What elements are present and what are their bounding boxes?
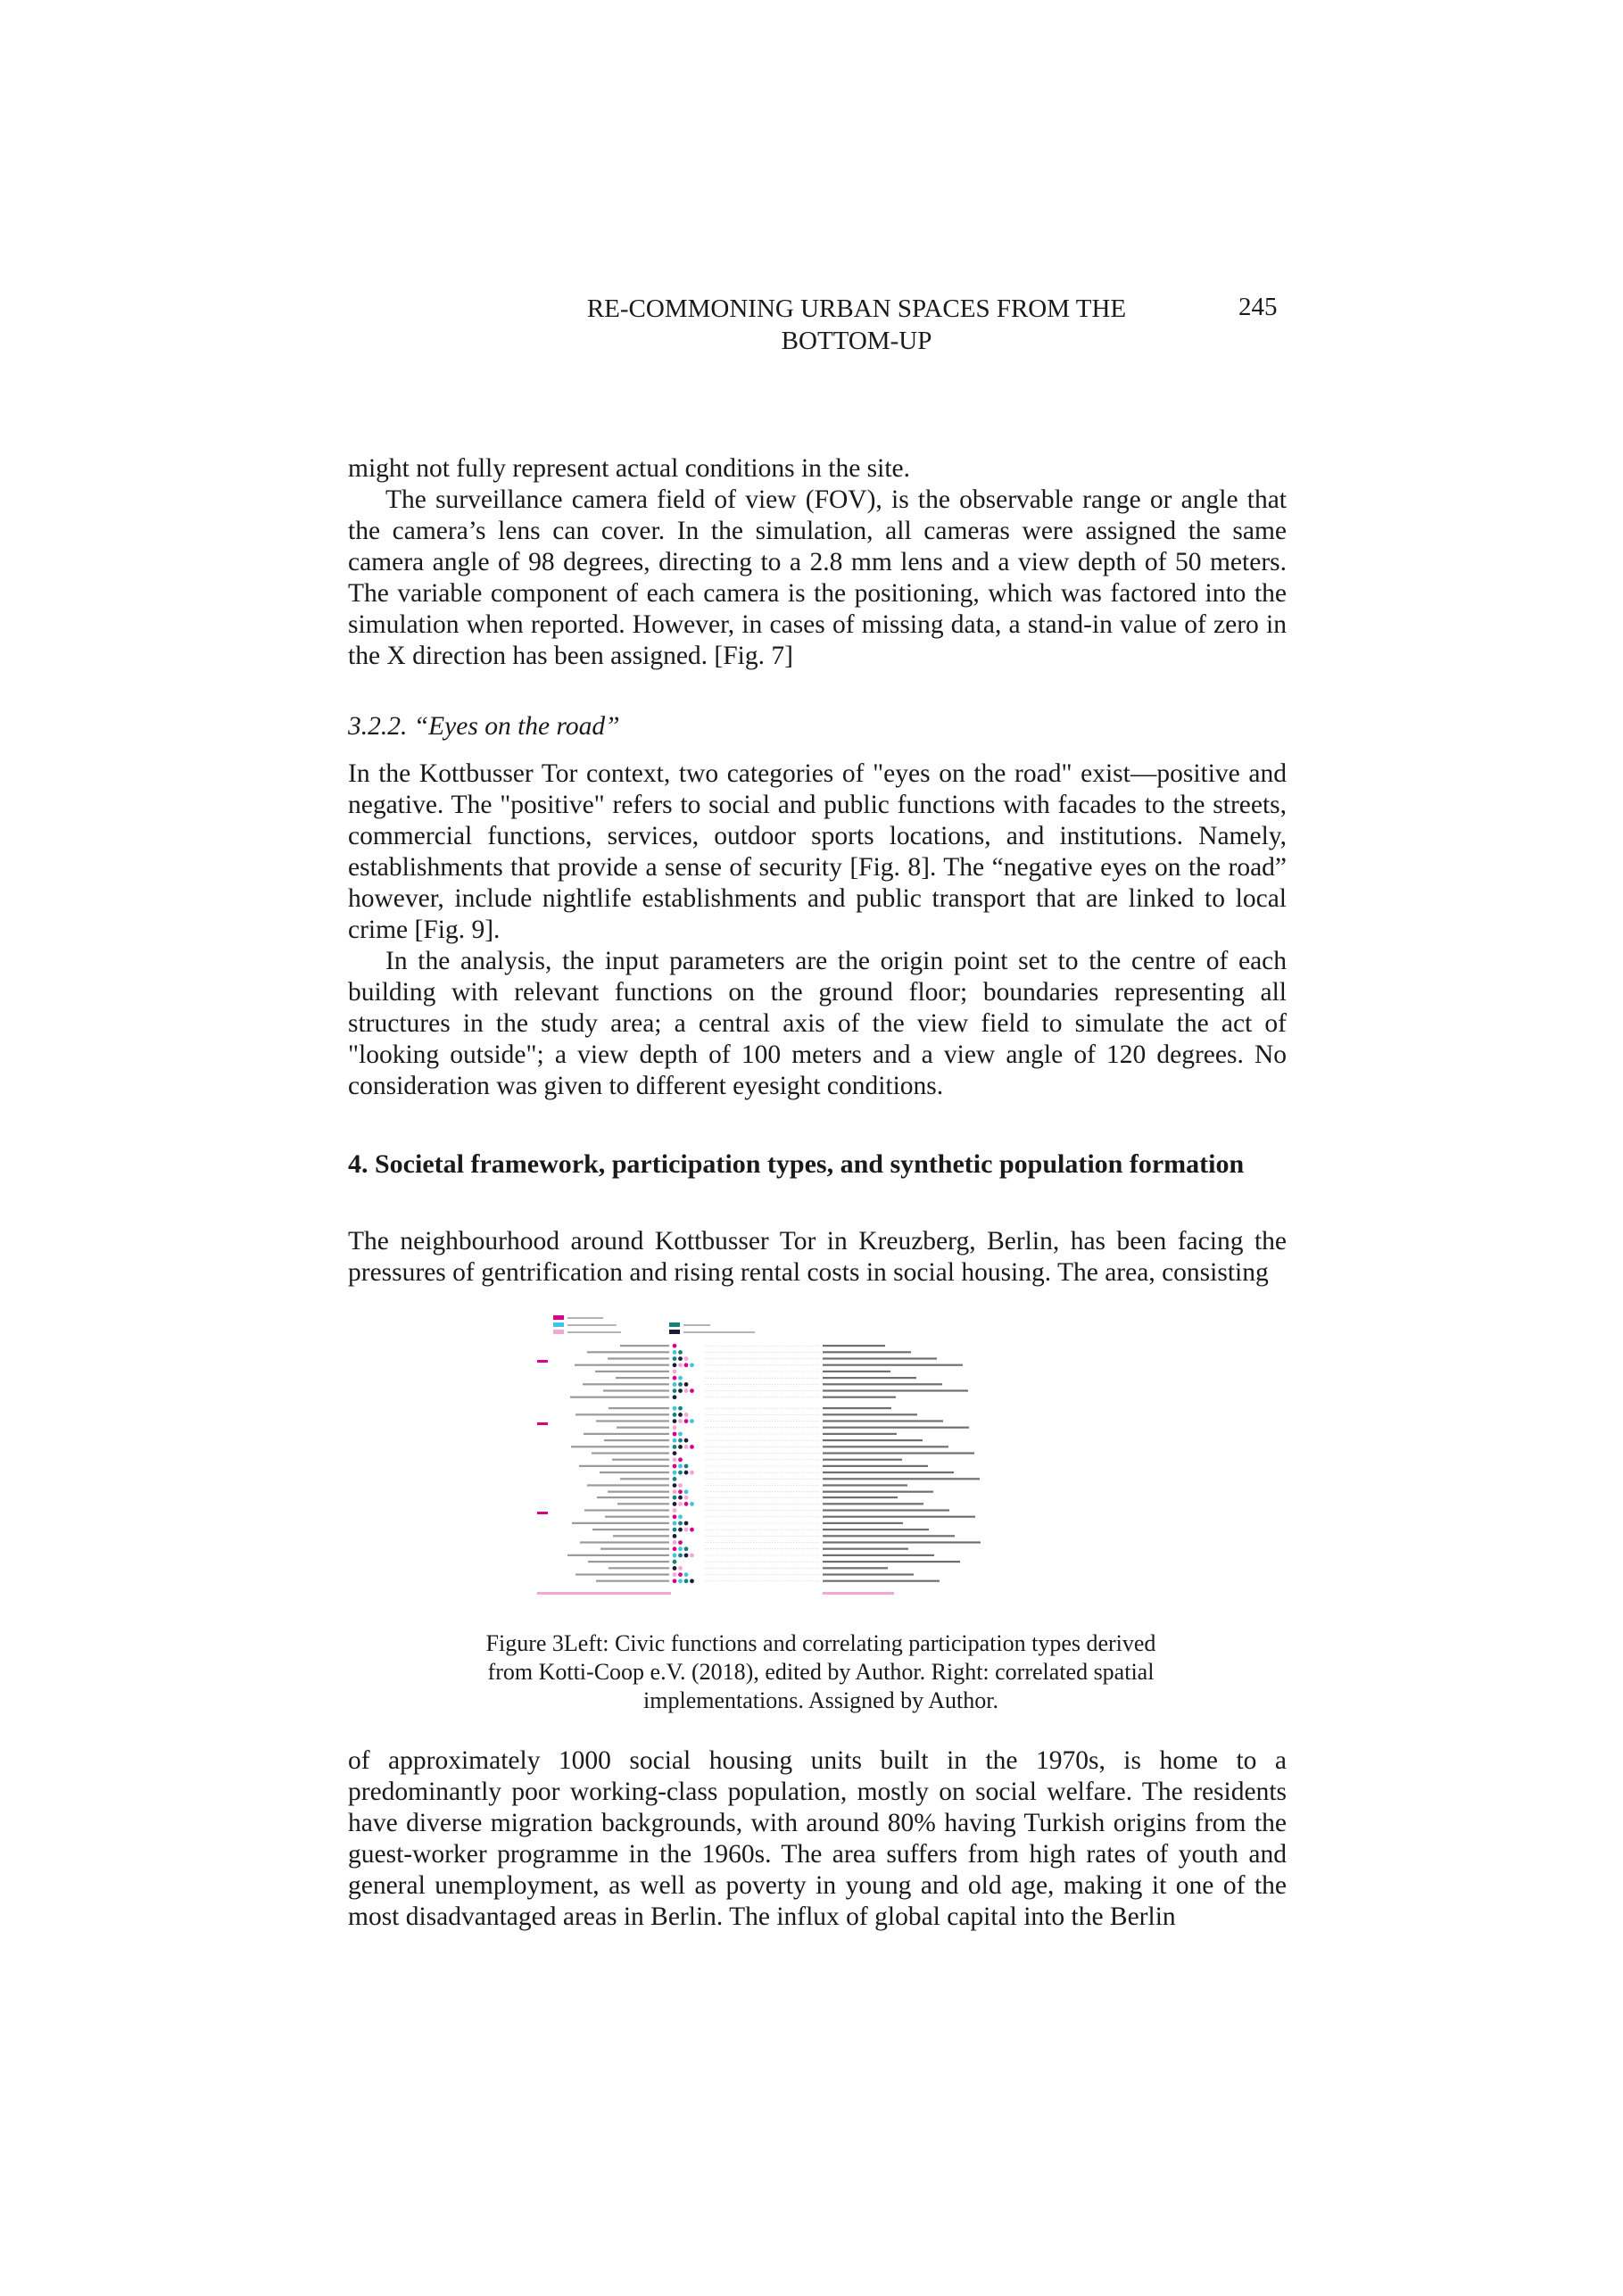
participation-dot — [678, 1382, 683, 1387]
participation-dot — [678, 1376, 683, 1380]
implementation-text-mark — [823, 1567, 888, 1569]
implementation-text-mark — [823, 1452, 974, 1454]
participation-dot — [684, 1419, 689, 1423]
participation-dot — [678, 1363, 683, 1367]
group-label-mark — [537, 1422, 548, 1425]
row-label-mark — [584, 1433, 669, 1435]
participation-dot — [678, 1502, 683, 1506]
participation-dot — [673, 1471, 677, 1475]
participation-dot — [684, 1579, 689, 1583]
figure-caption: Figure 3Left: Civic functions and correlating participation types derived from Kotti-Coop e.V. (2018), edited by Author. Right: correlated spatial implementations. Assigned by Author. — [485, 1630, 1156, 1713]
implementation-text-mark — [823, 1554, 934, 1556]
paragraph: of approximately 1000 social housing units built in the 1970s, is home to a predominantly poor working-class population, mostly on social welfare. The residents have diverse migration backgrounds, with around 80% having Turkish origins from the guest-worker programme in the 1960s. The area suffers from high rates of youth and general unemployment, as well as poverty in young and old age, making it one of the most disadvantaged areas in Berlin. The influx of global capital into the Berlin — [348, 1746, 1287, 1931]
participation-dot — [673, 1419, 677, 1423]
participation-dot — [678, 1432, 683, 1437]
participation-dot — [684, 1445, 689, 1449]
implementation-text-mark — [823, 1529, 929, 1530]
implementation-text-mark — [823, 1459, 902, 1461]
participation-dot — [678, 1572, 683, 1577]
participation-dot — [678, 1528, 683, 1532]
group-label-mark — [537, 1360, 548, 1363]
participation-dot — [678, 1457, 683, 1462]
legend-text-mark — [683, 1331, 755, 1333]
participation-dot — [684, 1438, 689, 1443]
participation-dot — [678, 1540, 683, 1545]
running-header — [500, 293, 1213, 357]
row-label-mark — [570, 1397, 669, 1398]
implementation-text-mark — [823, 1496, 898, 1498]
participation-dot — [684, 1382, 689, 1387]
implementation-text-mark — [823, 1357, 937, 1359]
participation-dot — [678, 1483, 683, 1488]
participation-dot — [684, 1496, 689, 1500]
participation-dot — [678, 1413, 683, 1417]
footer-label-mark — [823, 1592, 894, 1595]
implementation-text-mark — [823, 1351, 911, 1353]
section-title: 4. Societal framework, participation types, and synthetic population formation — [348, 1149, 1245, 1179]
row-label-mark — [613, 1535, 669, 1537]
participation-dot — [690, 1419, 694, 1423]
participation-dot — [690, 1579, 694, 1583]
implementation-text-mark — [823, 1465, 928, 1467]
participation-dot — [673, 1406, 677, 1411]
implementation-text-mark — [823, 1491, 933, 1493]
row-label-mark — [597, 1496, 669, 1498]
legend-text-mark — [567, 1324, 617, 1326]
participation-dot — [690, 1528, 694, 1532]
participation-dot — [684, 1464, 689, 1469]
legend-swatch — [669, 1322, 680, 1327]
participation-dot — [673, 1534, 677, 1538]
implementation-text-mark — [823, 1397, 896, 1398]
row-label-mark — [587, 1351, 669, 1353]
row-label-mark — [612, 1459, 669, 1461]
implementation-text-mark — [823, 1471, 954, 1473]
row-label-mark — [609, 1407, 669, 1409]
implementation-text-mark — [823, 1413, 917, 1415]
participation-dot — [690, 1445, 694, 1449]
legend-swatch — [553, 1322, 564, 1327]
body-text-mid — [348, 758, 1287, 1102]
row-label-mark — [616, 1377, 669, 1379]
participation-dot — [673, 1376, 677, 1380]
participation-dot — [673, 1483, 677, 1488]
implementation-text-mark — [823, 1580, 940, 1582]
participation-dot — [673, 1528, 677, 1532]
participation-dot — [684, 1502, 689, 1506]
participation-dot — [684, 1356, 689, 1361]
participation-dot — [678, 1438, 683, 1443]
participation-dot — [673, 1356, 677, 1361]
row-label-mark — [604, 1439, 669, 1441]
footer-label-mark — [537, 1592, 671, 1595]
implementation-text-mark — [823, 1478, 980, 1480]
participation-dot — [673, 1496, 677, 1500]
implementation-text-mark — [823, 1561, 960, 1562]
legend-text-mark — [567, 1331, 621, 1333]
participation-dot — [673, 1413, 677, 1417]
participation-dot — [673, 1425, 677, 1430]
implementation-text-mark — [823, 1377, 916, 1379]
participation-dot — [673, 1350, 677, 1355]
participation-dot — [673, 1477, 677, 1481]
participation-dot — [684, 1528, 689, 1532]
row-label-mark — [605, 1516, 669, 1518]
paragraph: In the analysis, the input parameters are the origin point set to the centre of each building with relevant functions on the ground floor; boundaries representing all structures in the study area; a central axis of the view field to simulate the act of "looking outside"; a view depth of 100 meters and a view angle of 120 degrees. No consideration was given to different eyesight conditions. — [348, 947, 1287, 1100]
row-label-mark — [588, 1561, 669, 1562]
row-label-mark — [596, 1420, 669, 1422]
implementation-text-mark — [823, 1427, 969, 1429]
row-label-mark — [609, 1567, 669, 1569]
participation-dot — [673, 1560, 677, 1564]
subsection-title: 3.2.2. “Eyes on the road” — [348, 712, 620, 741]
participation-dot — [673, 1445, 677, 1449]
implementation-text-mark — [823, 1541, 981, 1543]
participation-dot — [673, 1508, 677, 1513]
header-title-line1: RE-COMMONING URBAN SPACES FROM THE — [586, 294, 1127, 323]
participation-dot — [690, 1363, 694, 1367]
implementation-text-mark — [823, 1548, 908, 1550]
participation-dot — [678, 1514, 683, 1519]
participation-dot — [678, 1579, 683, 1583]
row-label-mark — [600, 1548, 669, 1550]
row-label-mark — [580, 1541, 669, 1543]
implementation-text-mark — [823, 1509, 949, 1511]
row-label-mark — [595, 1371, 669, 1372]
legend-text-mark — [567, 1317, 603, 1319]
legend-swatch — [553, 1330, 564, 1334]
participation-dot — [678, 1350, 683, 1355]
participation-dot — [678, 1554, 683, 1558]
header-title-line2: BOTTOM-UP — [781, 327, 932, 355]
implementation-text-mark — [823, 1522, 903, 1524]
participation-dot — [673, 1432, 677, 1437]
page-number: 245 — [1238, 293, 1278, 321]
row-label-mark — [592, 1529, 669, 1530]
participation-dot — [678, 1445, 683, 1449]
implementation-text-mark — [823, 1433, 897, 1435]
row-label-mark — [587, 1484, 669, 1486]
participation-dot — [678, 1496, 683, 1500]
participation-dot — [673, 1489, 677, 1494]
participation-dot — [673, 1457, 677, 1462]
paragraph: The surveillance camera field of view (FOV), is the observable range or angle that the camera’s lens can cover. In the simulation, all cameras were assigned the same camera angle of 98 degrees, directing to a 2.8 mm lens and a view depth of 50 meters. The variable component of each camera is the positioning, which was factored into the simulation when reported. However, in cases of missing data, a stand-in value of zero in the X direction has been assigned. [Fig. 7] — [348, 485, 1287, 670]
row-label-mark — [576, 1413, 669, 1415]
implementation-text-mark — [823, 1446, 948, 1447]
participation-dot — [678, 1406, 683, 1411]
participation-dot — [690, 1502, 694, 1506]
row-label-mark — [620, 1478, 669, 1480]
row-label-mark — [596, 1580, 669, 1582]
participation-dot — [690, 1388, 694, 1393]
participation-dot — [678, 1489, 683, 1494]
participation-dot — [678, 1546, 683, 1551]
participation-dot — [673, 1363, 677, 1367]
body-text-pre-figure — [348, 1226, 1287, 1289]
implementation-text-mark — [823, 1484, 907, 1486]
implementation-text-mark — [823, 1439, 923, 1441]
participation-dot — [673, 1502, 677, 1506]
participation-dot — [684, 1554, 689, 1558]
implementation-text-mark — [823, 1383, 942, 1385]
implementation-text-mark — [823, 1364, 963, 1366]
legend-swatch — [669, 1330, 680, 1334]
implementation-text-mark — [823, 1389, 968, 1391]
implementation-text-mark — [823, 1573, 914, 1575]
implementation-text-mark — [823, 1503, 923, 1504]
row-label-mark — [567, 1554, 669, 1556]
body-text-post-figure — [348, 1745, 1287, 1933]
participation-dot — [673, 1395, 677, 1399]
participation-dot — [673, 1566, 677, 1571]
participation-dot — [673, 1546, 677, 1551]
row-label-mark — [600, 1471, 669, 1473]
paragraph: In the Kottbusser Tor context, two categories of "eyes on the road" exist—positive and negative. The "positive" refers to social and public functions with facades to the streets, commercial functions, services, outdoor sports locations, and institutions. Namely, establishments that provide a sense of security [Fig. 8]. The “negative eyes on the road” however, include nightlife establishments and public transport that are linked to local crime [Fig. 9]. — [348, 759, 1287, 944]
participation-dot — [684, 1489, 689, 1494]
row-label-mark — [572, 1522, 669, 1524]
legend-swatch — [553, 1315, 564, 1320]
participation-dot — [673, 1554, 677, 1558]
row-label-mark — [617, 1503, 669, 1504]
implementation-text-mark — [823, 1407, 891, 1409]
participation-dot — [684, 1572, 689, 1577]
participation-dot — [673, 1382, 677, 1387]
participation-dot — [673, 1464, 677, 1469]
participation-dot — [673, 1344, 677, 1348]
participation-dot — [678, 1464, 683, 1469]
participation-dot — [673, 1370, 677, 1374]
participation-dot — [678, 1521, 683, 1526]
participation-dot — [684, 1388, 689, 1393]
legend-text-mark — [683, 1324, 710, 1326]
figure-content — [537, 1315, 981, 1595]
participation-dot — [673, 1572, 677, 1577]
row-label-mark — [620, 1345, 669, 1347]
group-label-mark — [537, 1512, 548, 1514]
row-label-mark — [576, 1573, 669, 1575]
participation-dot — [684, 1413, 689, 1417]
implementation-text-mark — [823, 1371, 890, 1372]
body-text-top — [348, 453, 1287, 672]
participation-dot — [678, 1356, 683, 1361]
participation-dot — [673, 1540, 677, 1545]
paragraph: might not fully represent actual conditions in the site. — [348, 454, 911, 483]
row-label-mark — [603, 1389, 669, 1391]
participation-dot — [690, 1554, 694, 1558]
implementation-text-mark — [823, 1535, 955, 1537]
row-label-mark — [571, 1446, 669, 1447]
row-label-mark — [608, 1491, 669, 1493]
participation-dot — [673, 1388, 677, 1393]
row-label-mark — [584, 1509, 669, 1511]
participation-dot — [690, 1471, 694, 1475]
row-label-mark — [592, 1452, 669, 1454]
row-label-mark — [608, 1357, 669, 1359]
participation-dot — [673, 1451, 677, 1455]
implementation-text-mark — [823, 1420, 943, 1422]
participation-dot — [673, 1438, 677, 1443]
participation-dot — [678, 1566, 683, 1571]
figure-participation-diagram — [535, 1310, 1106, 1606]
implementation-text-mark — [823, 1345, 885, 1347]
participation-dot — [673, 1521, 677, 1526]
participation-dot — [673, 1514, 677, 1519]
participation-dot — [673, 1579, 677, 1583]
participation-dot — [678, 1419, 683, 1423]
participation-dot — [684, 1521, 689, 1526]
participation-dot — [678, 1388, 683, 1393]
paragraph: The neighbourhood around Kottbusser Tor in Kreuzberg, Berlin, has been facing the pressures of gentrification and rising rental costs in social housing. The area, consisting — [348, 1227, 1287, 1287]
row-label-mark — [575, 1364, 669, 1366]
row-label-mark — [617, 1427, 669, 1429]
row-label-mark — [583, 1383, 669, 1385]
participation-dot — [684, 1546, 689, 1551]
participation-dot — [684, 1363, 689, 1367]
participation-dot — [684, 1471, 689, 1475]
implementation-text-mark — [823, 1516, 975, 1518]
row-label-mark — [579, 1465, 669, 1467]
participation-dot — [678, 1471, 683, 1475]
